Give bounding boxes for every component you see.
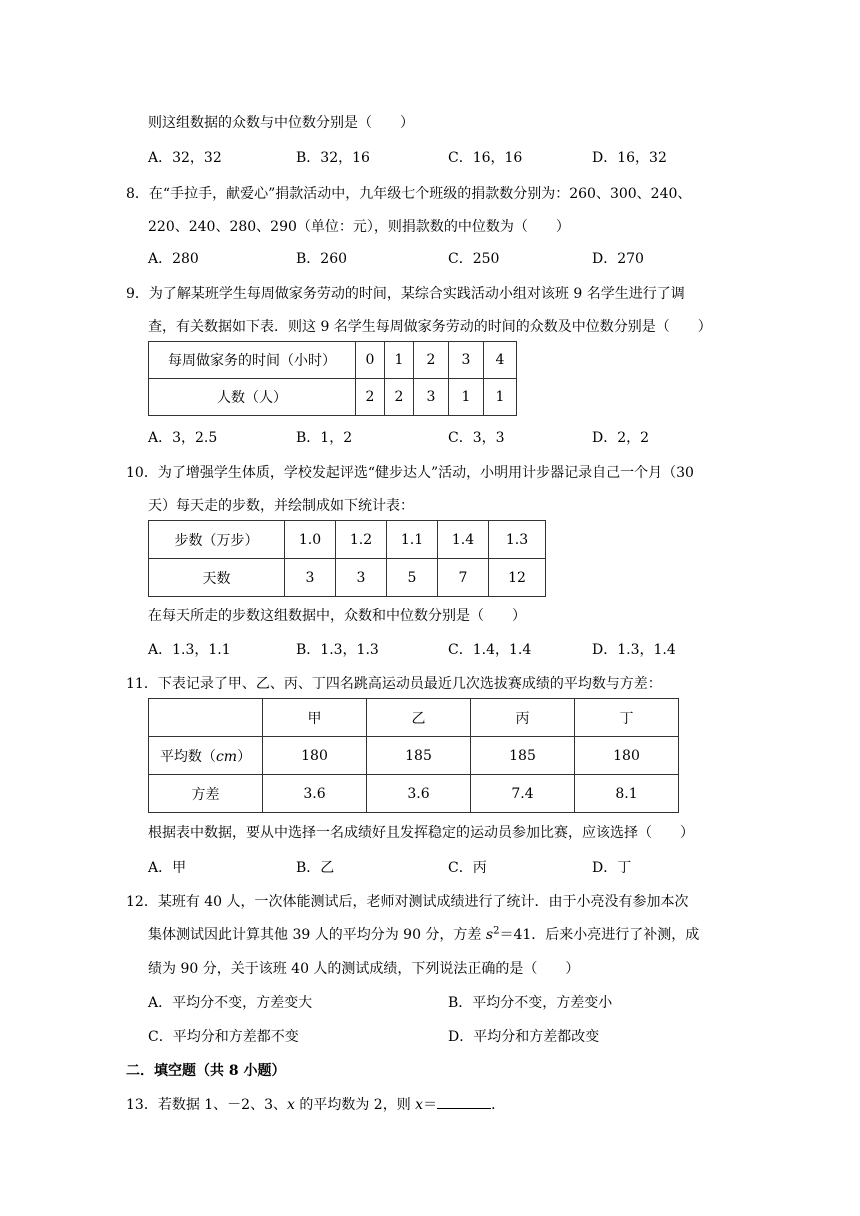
q12-stem-line2	[148, 924, 699, 944]
q7-option-b[interactable]: B．32，16	[296, 150, 370, 166]
q10-stem-line1: 10．为了增强学生体质，学校发起评选“健步达人”活动，小明用计步器记录自己一个月（30	[126, 465, 694, 481]
q9-cell: 1	[449, 379, 484, 416]
q12-stem-line3: 绩为 90 分，关于该班 40 人的测试成绩，下列说法正确的是（ ）	[148, 961, 580, 977]
q11-col-yi: 乙	[367, 699, 471, 737]
q9-cell-label: 人数（人）	[149, 379, 356, 416]
q9-cell: 3	[449, 342, 484, 379]
q10-stem-line2: 天）每天走的步数，并绘制成如下统计表：	[148, 498, 414, 514]
q13-stem-mid: 的平均数为 2，则	[294, 1097, 416, 1113]
q11-table-header	[149, 699, 679, 737]
q12-variance-symbol: s	[485, 927, 494, 943]
q9-cell: 3	[414, 379, 449, 416]
q12-stem-line2-pre: 集体测试因此计算其他 39 人的平均分为 90 分，方差	[148, 927, 486, 943]
q11-stem-line1: 11．下表记录了甲、乙、丙、丁四名跳高运动员最近几次选拔赛成绩的平均数与方差：	[126, 676, 662, 692]
q11-option-d[interactable]: D．丁	[592, 860, 632, 876]
q10-cell: 1.4	[438, 521, 489, 559]
q11-cell: 3.6	[263, 775, 367, 813]
q11-cell-mean-label	[149, 737, 263, 775]
q11-cell-corner	[149, 699, 263, 737]
q11-mean-label-close: ）	[237, 748, 252, 765]
q9-cell-label: 每周做家务的时间（小时）	[149, 342, 356, 379]
q12-variance-exponent: 2	[493, 925, 500, 937]
q12-option-a[interactable]: A．平均分不变，方差变大	[148, 995, 313, 1011]
q9-option-d[interactable]: D．2，2	[592, 430, 650, 446]
q9-cell: 0	[356, 342, 385, 379]
q7-option-d[interactable]: D．16，32	[592, 150, 667, 166]
q11-col-ding: 丁	[575, 699, 679, 737]
q9-cell: 4	[484, 342, 517, 379]
q8-option-a[interactable]: A．280	[148, 251, 199, 267]
q13-equals: ＝	[423, 1097, 438, 1113]
q9-table-row-people	[149, 379, 517, 416]
q9-cell: 2	[356, 379, 385, 416]
q10-cell: 1.1	[387, 521, 438, 559]
q9-cell: 2	[414, 342, 449, 379]
q10-cell: 1.2	[336, 521, 387, 559]
q11-table	[148, 698, 679, 813]
q11-stem-line2: 根据表中数据，要从中选择一名成绩好且发挥稳定的运动员参加比赛，应该选择（ ）	[148, 825, 694, 841]
q9-stem-line1: 9．为了解某班学生每周做家务劳动的时间，某综合实践活动小组对该班 9 名学生进行了调	[126, 286, 685, 302]
q12-option-d[interactable]: D．平均分和方差都改变	[448, 1029, 600, 1045]
q11-option-a[interactable]: A．甲	[148, 860, 187, 876]
q11-mean-unit: cm	[215, 748, 238, 765]
q11-row-variance	[149, 775, 679, 813]
q11-cell: 180	[575, 737, 679, 775]
q11-option-b[interactable]: B．乙	[296, 860, 335, 876]
q8-stem-line1: 8．在“手拉手，献爱心”捐款活动中，九年级七个班级的捐款数分别为：260、300、240、	[126, 186, 692, 202]
q8-option-c[interactable]: C．250	[448, 251, 500, 267]
q12-option-b[interactable]: B．平均分不变，方差变小	[448, 995, 613, 1011]
q10-table-row-steps	[149, 521, 546, 559]
q13-answer-blank[interactable]	[437, 1094, 491, 1109]
q10-cell-label: 天数	[149, 559, 285, 597]
section-fill-blank-title: 二．填空题（共 8 小题）	[126, 1063, 286, 1079]
q9-option-c[interactable]: C．3，3	[448, 430, 505, 446]
q9-table-row-time	[149, 342, 517, 379]
q10-table-row-days	[149, 559, 546, 597]
q9-option-a[interactable]: A．3，2.5	[148, 430, 218, 446]
q10-table	[148, 520, 546, 597]
q13-stem-pre: 13．若数据 1、－2、3、	[126, 1097, 287, 1113]
q11-cell: 180	[263, 737, 367, 775]
q10-cell: 1.3	[489, 521, 546, 559]
q7-option-c[interactable]: C．16，16	[448, 150, 523, 166]
q10-option-a[interactable]: A．1.3，1.1	[148, 642, 231, 658]
q9-option-b[interactable]: B．1，2	[296, 430, 353, 446]
q11-cell: 8.1	[575, 775, 679, 813]
q11-row-mean	[149, 737, 679, 775]
q13-stem	[126, 1094, 505, 1114]
q10-cell: 3	[285, 559, 336, 597]
q9-cell: 2	[385, 379, 414, 416]
q11-cell: 7.4	[471, 775, 575, 813]
q7-option-a[interactable]: A．32，32	[148, 150, 222, 166]
q8-stem-line2: 220、240、280、290（单位：元），则捐款数的中位数为（ ）	[148, 219, 570, 235]
q9-table	[148, 341, 517, 416]
q10-cell: 1.0	[285, 521, 336, 559]
q8-option-d[interactable]: D．270	[592, 251, 644, 267]
q13-var-x: x	[287, 1097, 295, 1113]
q9-cell: 1	[484, 379, 517, 416]
q10-option-d[interactable]: D．1.3，1.4	[592, 642, 676, 658]
q10-cell: 5	[387, 559, 438, 597]
q12-stem-line1: 12．某班有 40 人，一次体能测试后，老师对测试成绩进行了统计．由于小亮没有参加本次	[126, 894, 689, 910]
q12-option-c[interactable]: C．平均分和方差都不变	[148, 1029, 299, 1045]
q10-option-b[interactable]: B．1.3，1.3	[296, 642, 379, 658]
q11-col-bing: 丙	[471, 699, 575, 737]
q7-stem: 则这组数据的众数与中位数分别是（ ）	[148, 115, 414, 131]
q8-option-b[interactable]: B．260	[296, 251, 348, 267]
q10-cell-label: 步数（万步）	[149, 521, 285, 559]
q11-cell-var-label: 方差	[149, 775, 263, 813]
q11-cell: 185	[367, 737, 471, 775]
q10-cell: 12	[489, 559, 546, 597]
q13-var-x-answer: x	[415, 1097, 424, 1113]
q11-mean-label-text: 平均数（	[159, 748, 216, 765]
q9-cell: 1	[385, 342, 414, 379]
q11-cell: 185	[471, 737, 575, 775]
q11-cell: 3.6	[367, 775, 471, 813]
q10-cell: 7	[438, 559, 489, 597]
q10-option-c[interactable]: C．1.4，1.4	[448, 642, 532, 658]
q9-stem-line2: 查，有关数据如下表．则这 9 名学生每周做家务劳动的时间的众数及中位数分别是（ ）	[148, 319, 712, 335]
q11-col-jia: 甲	[263, 699, 367, 737]
q13-stem-end: ．	[491, 1097, 506, 1113]
q10-cell: 3	[336, 559, 387, 597]
q12-stem-line2-post: ＝41．后来小亮进行了补测，成	[499, 927, 700, 943]
q11-option-c[interactable]: C．丙	[448, 860, 487, 876]
q10-stem-line3: 在每天所走的步数这组数据中，众数和中位数分别是（ ）	[148, 608, 526, 624]
